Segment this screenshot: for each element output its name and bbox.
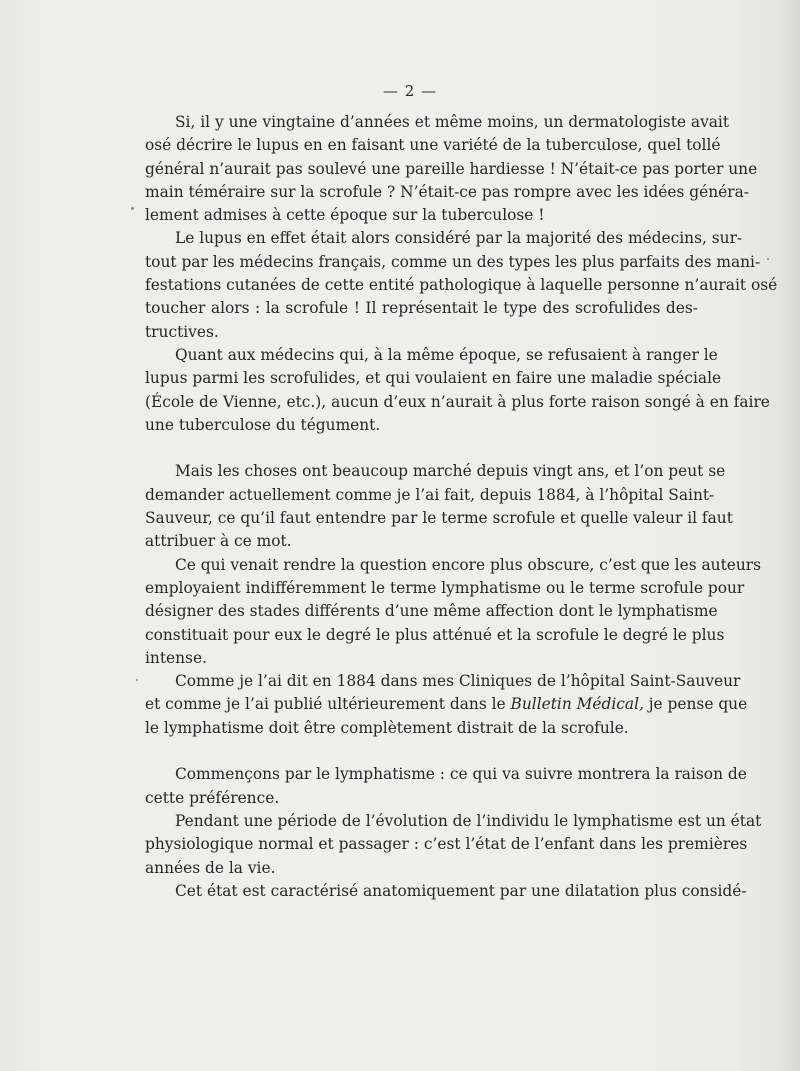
text-line-content: lement admises à cette époque sur la tuberculose ! [145,206,545,225]
text-line-content: le lymphatisme doit être complètement distrait de la scrofule. [145,718,629,737]
text-line [145,787,698,810]
text-line [145,880,747,903]
text-line [145,134,721,157]
text-line [145,344,718,367]
text-line-content: Comme je l’ai dit en 1884 dans mes Cliniques de l’hôpital Saint-Sauveur [175,672,741,691]
scan-speck [767,258,769,260]
text-line [145,367,722,390]
text-line [145,274,778,297]
text-line [145,577,745,600]
text-line [145,554,762,577]
text-line-content: désigner des stades différents d’une même affection dont le lymphatisme [145,602,718,621]
text-line [145,460,726,483]
text-line [145,530,698,553]
text-line-content: Ce qui venait rendre la question encore plus obscure, c’est que les auteurs [175,555,762,574]
text-line-content: employaient indifféremment le terme lymphatisme ou le terme scrofule pour [145,578,745,597]
text-line-content: intense. [145,648,207,667]
paragraph-gap [145,740,698,763]
text-line [145,297,698,320]
paragraph-gap [145,437,698,460]
text-line-content: main téméraire sur la scrofule ? N’était-ce pas rompre avec les idées généra- [145,182,749,201]
scan-speck [136,679,138,681]
scan-speck [131,207,134,210]
text-line-content: général n’aurait pas soulevé une pareille hardiesse ! N’était-ce pas porter une [145,159,758,178]
text-line [145,227,743,250]
text-line-content: cette préférence. [145,788,280,807]
text-line-content: festations cutanées de cette entité pathologique à laquelle personne n’aurait osé [145,276,778,295]
text-line [145,647,698,670]
text-line-content: et comme je l’ai publié ultérieurement dans le [145,695,511,714]
text-line-content: attribuer à ce mot. [145,532,292,551]
text-line [145,204,698,227]
text-line [145,600,718,623]
text-line-content: lupus parmi les scrofulides, et qui voulaient en faire une maladie spéciale [145,369,722,388]
text-line-content: Mais les choses ont beaucoup marché depuis vingt ans, et l’on peut se [175,462,726,481]
text-line [145,321,698,344]
text-line [145,251,761,274]
text-line-content: une tuberculose du tégument. [145,415,381,434]
body-text [145,111,778,903]
text-line [145,693,748,716]
page-number: — 2 — [382,82,438,100]
text-line [145,833,748,856]
text-line-content: Le lupus en effet était alors considéré par la majorité des médecins, sur- [175,229,743,248]
text-line-content: physiologique normal et passager : c’est l’état de l’enfant dans les premières [145,835,748,854]
text-line [145,624,725,647]
text-line-content: Sauveur, ce qu’il faut entendre par le terme scrofule et quelle valeur il faut [145,509,733,528]
text-line [145,810,762,833]
text-line [145,181,749,204]
text-line [145,484,715,507]
text-line-content: demander actuellement comme je l’ai fait, depuis 1884, à l’hôpital Saint- [145,485,715,504]
text-line-content: osé décrire le lupus en en faisant une variété de la tuberculose, quel tollé [145,136,721,155]
text-line-tail: je pense que [643,695,748,714]
text-line [145,111,730,134]
text-line-content: (École de Vienne, etc.), aucun d’eux n’aurait à plus forte raison songé à en faire [145,392,770,411]
text-line-content: toucher alors : la scrofule ! Il représentait le type des scrofulides des- [145,299,698,318]
text-line [145,763,747,786]
text-line-content: Si, il y une vingtaine d’années et même moins, un dermatologiste avait [175,113,730,131]
text-line-content: constituait pour eux le degré le plus atténué et la scrofule le degré le plus [145,625,725,644]
text-line-content: Pendant une période de l’évolution de l’individu le lymphatisme est un état [175,811,762,830]
text-line-content: Cet état est caractérisé anatomiquement par une dilatation plus considé- [175,881,747,900]
text-line-content: tructives. [145,322,219,341]
text-line [145,414,698,437]
text-line-content: Quant aux médecins qui, à la même époque, se refusaient à ranger le [175,345,718,364]
text-line [145,507,733,530]
text-line [145,717,698,740]
journal-title: Bulletin Médical, [510,695,644,714]
text-line [145,857,698,880]
text-line [145,670,741,693]
text-line-content: tout par les médecins français, comme un des types les plus parfaits des mani- [145,252,761,271]
text-line-content: années de la vie. [145,858,276,877]
text-line [145,158,758,181]
text-line-content: Commençons par le lymphatisme : ce qui va suivre montrera la raison de [175,765,747,784]
text-line [145,391,770,414]
